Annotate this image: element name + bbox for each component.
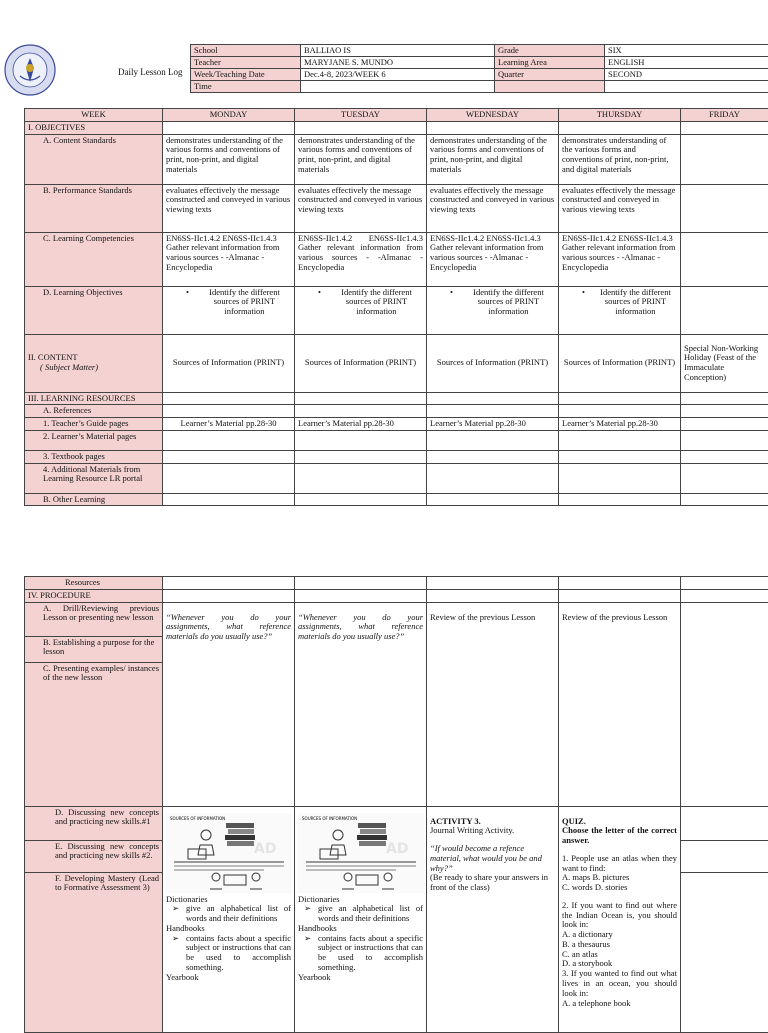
note-dictionaries: Dictionaries [166, 895, 291, 905]
cell-text: EN6SS-IIc1.4.2 EN6SS-IIc1.4.3 Gather relevant information from various sources - -Almanac - Encyclopedia [295, 232, 427, 286]
wednesday-review: Review of the previous Lesson [427, 602, 559, 806]
quiz-question-2: 2. If you want to find out where the Indian Ocean is, you should look in: [562, 901, 677, 930]
cell-text: evaluates effectively the message constructed and conveyed in various viewing texts [163, 184, 295, 232]
content-row [25, 334, 768, 392]
wednesday-activity-cell [427, 806, 559, 1032]
field-label-teacher: Teacher [191, 57, 301, 69]
lm-pages-row [25, 430, 768, 450]
content-text: Sources of Information (PRINT) [295, 334, 427, 392]
field-value-school: BALLIAO IS [301, 45, 495, 57]
procedure-heading-row [25, 589, 768, 602]
content-label-cell [25, 334, 163, 392]
field-label-quarter: Quarter [495, 69, 605, 81]
cell-text: evaluates effectively the message constructed and conveyed in various viewing texts [427, 184, 559, 232]
references-row [25, 405, 768, 418]
textbook-row [25, 450, 768, 463]
other-resources-cont: Resources [25, 577, 163, 590]
content-text: Sources of Information (PRINT) [559, 334, 681, 392]
examples-label: C. Presenting examples/ instances of the new lesson [25, 662, 163, 806]
competencies-row [25, 232, 768, 286]
field-value-time [301, 81, 495, 93]
header-row-date [191, 69, 768, 81]
field-label-time: Time [191, 81, 301, 93]
thumb-caption: SOURCES OF INFORMATION [302, 816, 357, 821]
field-value-learning-area: ENGLISH [605, 57, 768, 69]
quiz-instruction: Choose the letter of the correct answer. [562, 826, 677, 846]
quiz-choice: A. a dictionary [562, 930, 677, 940]
discuss1-row [25, 806, 768, 840]
tg-pages-label: 1. Teacher’s Guide pages [25, 418, 163, 431]
discuss1-label: D. Discussing new concepts and practicing new skills.#1 [25, 806, 163, 840]
activity-title: ACTIVITY 3. [430, 817, 555, 827]
dll-title: Daily Lesson Log [118, 67, 183, 77]
resources-cont-row [25, 577, 768, 590]
cell-text: EN6SS-IIc1.4.2 EN6SS-IIc1.4.3 Gather relevant information from various sources - -Almanac - Encyclopedia [163, 232, 295, 286]
col-week: WEEK [25, 109, 163, 122]
cell-text: demonstrates understanding of the various forms and conventions of print, non-print, and digital materials [295, 134, 427, 184]
svg-text:AD: AD [386, 841, 408, 857]
tg-pages-row [25, 418, 768, 431]
activity-subtitle: Journal Writing Activity. [430, 826, 555, 836]
tuesday-notes-cell [295, 806, 427, 1032]
cell-text: evaluates effectively the message constructed and conveyed in various viewing texts [295, 184, 427, 232]
deped-seal-logo [4, 44, 56, 96]
cell-text: evaluates effectively the message constructed and conveyed in various viewing texts [559, 184, 681, 232]
lm-pages-cell: Learner’s Material pp.28-30 [559, 418, 681, 431]
field-label-school: School [191, 45, 301, 57]
lm-pages-label: 2. Learner’s Material pages [25, 430, 163, 450]
note-dictionaries: Dictionaries [298, 895, 423, 905]
thursday-quiz-cell [559, 806, 681, 1032]
col-friday: FRIDAY [681, 109, 768, 122]
field-value-quarter: SECOND [605, 69, 768, 81]
bullet-item: • Identify the different sources of PRINT information [298, 288, 423, 317]
cell-text: EN6SS-IIc1.4.2 EN6SS-IIc1.4.3 Gather relevant information from various sources - -Almanac - Encyclopedia [559, 232, 681, 286]
sources-of-information-image [298, 813, 424, 893]
purpose-label: B. Establishing a purpose for the lesson [25, 636, 163, 662]
field-label-grade: Grade [495, 45, 605, 57]
cell-text: demonstrates understanding of the various forms and conventions of print, non-print, and digital materials [427, 134, 559, 184]
thumb-caption: SOURCES OF INFORMATION [170, 816, 225, 821]
quiz-choice: C. words D. stories [562, 883, 677, 893]
field-value-empty [605, 81, 768, 93]
content-text: Sources of Information (PRINT) [163, 334, 295, 392]
svg-text:AD: AD [254, 841, 276, 857]
references-label: A. References [25, 405, 163, 418]
col-thursday: THURSDAY [559, 109, 681, 122]
learning-objectives-row [25, 286, 768, 334]
content-standards-row [25, 134, 768, 184]
quiz-choice: C. an atlas [562, 950, 677, 960]
cell-text: demonstrates understanding of the various forms and conventions of print, non-print, and digital materials [559, 134, 681, 184]
activity-question: “If would become a refence material, what would you be and why?” [430, 844, 555, 873]
lesson-log-table-top [24, 108, 768, 506]
performance-standards-row [25, 184, 768, 232]
note-handbooks: Handbooks [166, 924, 291, 934]
other-resources-row [25, 493, 768, 506]
content-text: Sources of Information (PRINT) [427, 334, 559, 392]
activity-note: (Be ready to share your answers in front of the class) [430, 873, 555, 893]
col-monday: MONDAY [163, 109, 295, 122]
header-row-school [191, 45, 768, 57]
textbook-label: 3. Textbook pages [25, 450, 163, 463]
objectives-heading: I. OBJECTIVES [25, 121, 163, 134]
other-resources-label: B. Other Learning [25, 493, 163, 506]
field-value-teacher: MARYJANE S. MUNDO [301, 57, 495, 69]
field-label-empty [495, 81, 605, 93]
cell-text: EN6SS-IIc1.4.2 EN6SS-IIc1.4.3 Gather relevant information from various sources - -Almanac - Encyclopedia [427, 232, 559, 286]
lesson-log-table-bottom [24, 576, 768, 1033]
thursday-review: Review of the previous Lesson [559, 602, 681, 806]
note-arrow-item: ➢ contains facts about a specific subject or instructions that can be used to accomplish something. [298, 934, 423, 973]
quiz-choice: A. a telephone book [562, 999, 677, 1009]
lm-pages-cell: Learner’s Material pp.28-30 [427, 418, 559, 431]
note-arrow-item: ➢ give an alphabetical list of words and their definitions [298, 904, 423, 924]
field-label-date: Week/Teaching Date [191, 69, 301, 81]
drill-row [25, 602, 768, 636]
additional-materials-label: 4. Additional Materials from Learning Resource LR portal [25, 463, 163, 493]
performance-standards-label: B. Performance Standards [25, 184, 163, 232]
bullet-item: • Identify the different sources of PRINT information [166, 288, 291, 317]
col-tuesday: TUESDAY [295, 109, 427, 122]
days-header-row [25, 109, 768, 122]
bullet-item: • Identify the different sources of PRINT information [430, 288, 555, 317]
resources-heading-row [25, 392, 768, 405]
lm-pages-cell: Learner’s Material pp.28-30 [163, 418, 295, 431]
drill-label: A. Drill/Reviewing previous Lesson or presenting new lesson [25, 602, 163, 636]
cell-text: demonstrates understanding of the various forms and conventions of print, non-print, and digital materials [163, 134, 295, 184]
sources-of-information-image [166, 813, 292, 893]
note-arrow-item: ➢ give an alphabetical list of words and their definitions [166, 904, 291, 924]
quiz-question-3: 3. If you wanted to find out what lives in an ocean, you should look in: [562, 969, 677, 998]
note-yearbook: Yearbook [298, 973, 423, 983]
header-row-time [191, 81, 768, 93]
col-wednesday: WEDNESDAY [427, 109, 559, 122]
header-row-teacher [191, 57, 768, 69]
monday-quote: “Whenever you do your assignments, what reference materials do you usually use?” [163, 602, 295, 806]
content-sublabel: ( Subject Matter) [28, 363, 159, 373]
bullet-item: • Identify the different sources of PRINT information [562, 288, 677, 317]
objectives-heading-row [25, 121, 768, 134]
discuss2-label: E. Discussing new concepts and practicing new skills #2. [25, 840, 163, 872]
friday-holiday-note: Special Non-Working Holiday (Feast of the Immaculate Conception) [681, 334, 768, 392]
quiz-question-1: 1. People use an atlas when they want to find: [562, 854, 677, 874]
quiz-choice: B. a thesaurus [562, 940, 677, 950]
field-value-grade: SIX [605, 45, 768, 57]
resources-heading: III. LEARNING RESOURCES [25, 392, 163, 405]
content-label: II. CONTENT [28, 353, 159, 363]
note-yearbook: Yearbook [166, 973, 291, 983]
header-info-table [190, 44, 768, 93]
monday-notes-cell [163, 806, 295, 1032]
quiz-choice: A. maps B. pictures [562, 873, 677, 883]
additional-materials-row [25, 463, 768, 493]
competencies-label: C. Learning Competencies [25, 232, 163, 286]
note-arrow-item: ➢ contains facts about a specific subject or instructions that can be used to accomplish something. [166, 934, 291, 973]
learning-objectives-label: D. Learning Objectives [25, 286, 163, 334]
note-handbooks: Handbooks [298, 924, 423, 934]
field-value-date: Dec.4-8, 2023/WEEK 6 [301, 69, 495, 81]
procedure-heading: IV. PROCEDURE [25, 589, 163, 602]
lm-pages-cell: Learner’s Material pp.28-30 [295, 418, 427, 431]
content-standards-label: A. Content Standards [25, 134, 163, 184]
mastery-label: F. Developing Mastery (Lead to Formative Assessment 3) [25, 872, 163, 1032]
quiz-title: QUIZ. [562, 817, 677, 827]
field-label-learning-area: Learning Area [495, 57, 605, 69]
quiz-choice: D. a storybook [562, 959, 677, 969]
tuesday-quote: “Whenever you do your assignments, what reference materials do you usually use?” [295, 602, 427, 806]
